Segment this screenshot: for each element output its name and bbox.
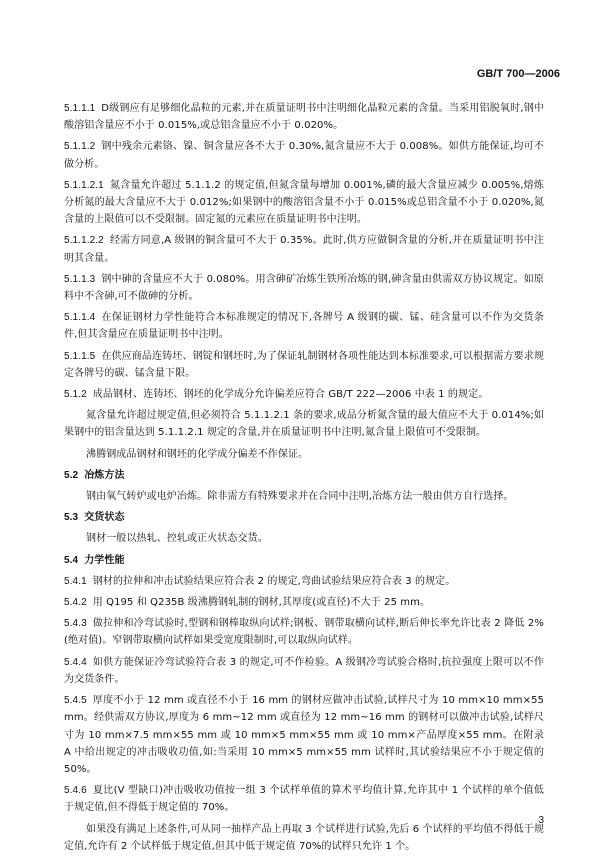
paragraph: [64, 446, 544, 463]
clause-text: 在供应商品连铸坯、钢锭和钢坯时,为了保证轧制钢材各项性能达到本标准要求,可以根据需方要求规定各牌号的碳、锰含量下限。: [64, 350, 544, 379]
clause-number: 5.2: [64, 469, 79, 481]
clause-text: 氮含量允许超过规定值,但必须符合 5.1.1.2.1 条的要求,成品分析氮含量的最大值应不大于 0.014%;如果钢中的铝含量达到 5.1.1.2.1 规定的含量,并在质量证明书中注明,氮含量上限值可不受限制。: [64, 410, 544, 439]
clause-5-4-2: [64, 594, 544, 611]
clause-5-4-5: [64, 692, 544, 778]
clause-5-1-1-5: [64, 348, 544, 382]
clause-text: 钢材的拉伸和冲击试验结果应符合表 2 的规定,弯曲试验结果应符合表 3 的规定。: [92, 575, 456, 587]
clause-number: 5.4: [64, 554, 79, 566]
clause-text: D级钢应有足够细化晶粒的元素,并在质量证明书中注明细化晶粒元素的含量。当采用铝脱氧时,钢中酸溶铝含量应不小于 0.015%,或总铝含量应不小于 0.020%。: [64, 103, 544, 132]
standard-code: GB/T 700—2006: [476, 68, 560, 80]
clause-5-1-1-1: [64, 100, 544, 134]
paragraph: [64, 407, 544, 441]
document-body: [64, 100, 544, 859]
clause-text: 沸腾钢成品钢材和钢坯的化学成分偏差不作保证。: [86, 448, 309, 460]
clause-number: 5.1.1.5: [64, 350, 96, 362]
clause-text: 在保证钢材力学性能符合本标准规定的情况下,各牌号 A 级钢的碳、锰、硅含量可以不作为交货条件,但其含量应在质量证明书中注明。: [64, 312, 544, 341]
clause-text: 钢中残余元素铬、镍、铜含量应各不大于 0.30%,氮含量应不大于 0.008%。如供方能保证,均可不做分析。: [64, 141, 544, 170]
clause-number: 5.4.2: [64, 597, 87, 609]
clause-text: 力学性能: [84, 554, 125, 566]
clause-text: 交货状态: [84, 512, 125, 524]
clause-text: 厚度不小于 12 mm 或直径不小于 16 mm 的钢材应做冲击试验,试样尺寸为 10 mm×10 mm×55 mm。经供需双方协议,厚度为 6 mm~12 mm 或直径为 12 mm~16 mm 的钢材可以做冲击试验,试样尺寸为 10 mm×7.5 mm×55 mm 或 10 mm×5 mm×55 mm 或 10 mm×产品厚度×55 mm。在附录 A 中给出规定的冲击吸收功值,如:当采用 10 mm×5 mm×55 mm 试样时,其试验结果应不小于规定值的 50%。: [64, 695, 544, 775]
clause-text: 冶炼方法: [84, 469, 125, 481]
clause-text: 夏比(V 型缺口)冲击吸收功值按一组 3 个试样单值的算术平均值计算,允许其中 1 个试样的单个值低于规定值,但不得低于规定值的 70%。: [64, 785, 544, 814]
clause-number: 5.1.1.4: [64, 312, 96, 324]
clause-5-1-2: [64, 386, 544, 403]
clause-5-1-1-2-1: [64, 177, 544, 229]
clause-text: 经需方同意,A 级钢的铜含量可不大于 0.35%。此时,供方应做铜含量的分析,并在质量证明书中注明其含量。: [64, 235, 544, 264]
clause-text: 做拉伸和冷弯试验时,型钢和钢棒取纵向试样;钢板、钢带取横向试样,断后伸长率允许比表 2 降低 2%(绝对值)。窄钢带取横向试样如果受宽度限制时,可以取纵向试样。: [64, 618, 544, 647]
clause-5-3: [64, 509, 544, 526]
clause-5-1-1-3: [64, 271, 544, 305]
clause-number: 5.1.1.3: [64, 273, 96, 285]
clause-number: 5.1.1.2: [64, 141, 96, 153]
page-number: 3: [538, 815, 544, 826]
clause-text: 如果没有满足上述条件,可从同一抽样产品上再取 3 个试样进行试验,先后 6 个试样的平均值不得低于规定值,允许有 2 个试样低于规定值,但其中低于规定值 70%的试样只允许 1 个。: [64, 823, 544, 852]
clause-5-1-1-4: [64, 309, 544, 343]
paragraph: [64, 488, 544, 505]
clause-number: 5.4.1: [64, 575, 87, 587]
clause-number: 5.1.1.1: [64, 103, 96, 114]
clause-text: 如供方能保证冷弯试验符合表 3 的规定,可不作检验。A 级钢冷弯试验合格时,抗拉强度上限可以不作为交货条件。: [64, 656, 544, 685]
clause-number: 5.4.6: [64, 785, 87, 797]
clause-5-4-6: [64, 782, 544, 816]
clause-number: 5.4.5: [64, 695, 87, 707]
clause-text: 成品钢材、连铸坯、钢坯的化学成分允许偏差应符合 GB/T 222—2006 中表 1 的规定。: [92, 389, 489, 401]
clause-number: 5.1.1.2.2: [64, 235, 104, 247]
clause-text: 氮含量允许超过 5.1.1.2 的规定值,但氮含量每增加 0.001%,磷的最大含量应减少 0.005%,熔炼分析氮的最大含量应不大于 0.012%;如果钢中的酸溶铝含量不小于 0.015%或总铝含量不小于 0.020%,氮含量的上限值可以不受限制。固定氮的元素应在质量证明书中注明。: [64, 179, 544, 226]
clause-5-1-1-2: [64, 138, 544, 172]
clause-number: 5.1.2: [64, 389, 87, 401]
clause-5-4-4: [64, 654, 544, 688]
clause-5-4-3: [64, 615, 544, 649]
paragraph: [64, 530, 544, 547]
clause-text: 钢材一般以热轧、控轧或正火状态交货。: [86, 533, 268, 545]
clause-text: 用 Q195 和 Q235B 级沸腾钢轧制的钢材,其厚度(或直径)不大于 25 mm。: [92, 597, 431, 609]
clause-5-4: [64, 552, 544, 569]
clause-text: 钢由氧气转炉或电炉冶炼。除非需方有特殊要求并在合同中注明,冶炼方法一般由供方自行选择。: [86, 491, 514, 503]
clause-number: 5.4.4: [64, 656, 87, 668]
clause-text: 钢中砷的含量应不大于 0.080%。用含砷矿冶炼生铁所冶炼的钢,砷含量由供需双方协议规定。如原料中不含砷,可不做砷的分析。: [64, 273, 544, 303]
clause-number: 5.3: [64, 512, 79, 524]
clause-5-2: [64, 467, 544, 484]
clause-5-4-1: [64, 573, 544, 590]
clause-5-1-1-2-2: [64, 232, 544, 266]
clause-number: 5.4.3: [64, 618, 87, 630]
clause-number: 5.1.1.2.1: [64, 179, 104, 191]
